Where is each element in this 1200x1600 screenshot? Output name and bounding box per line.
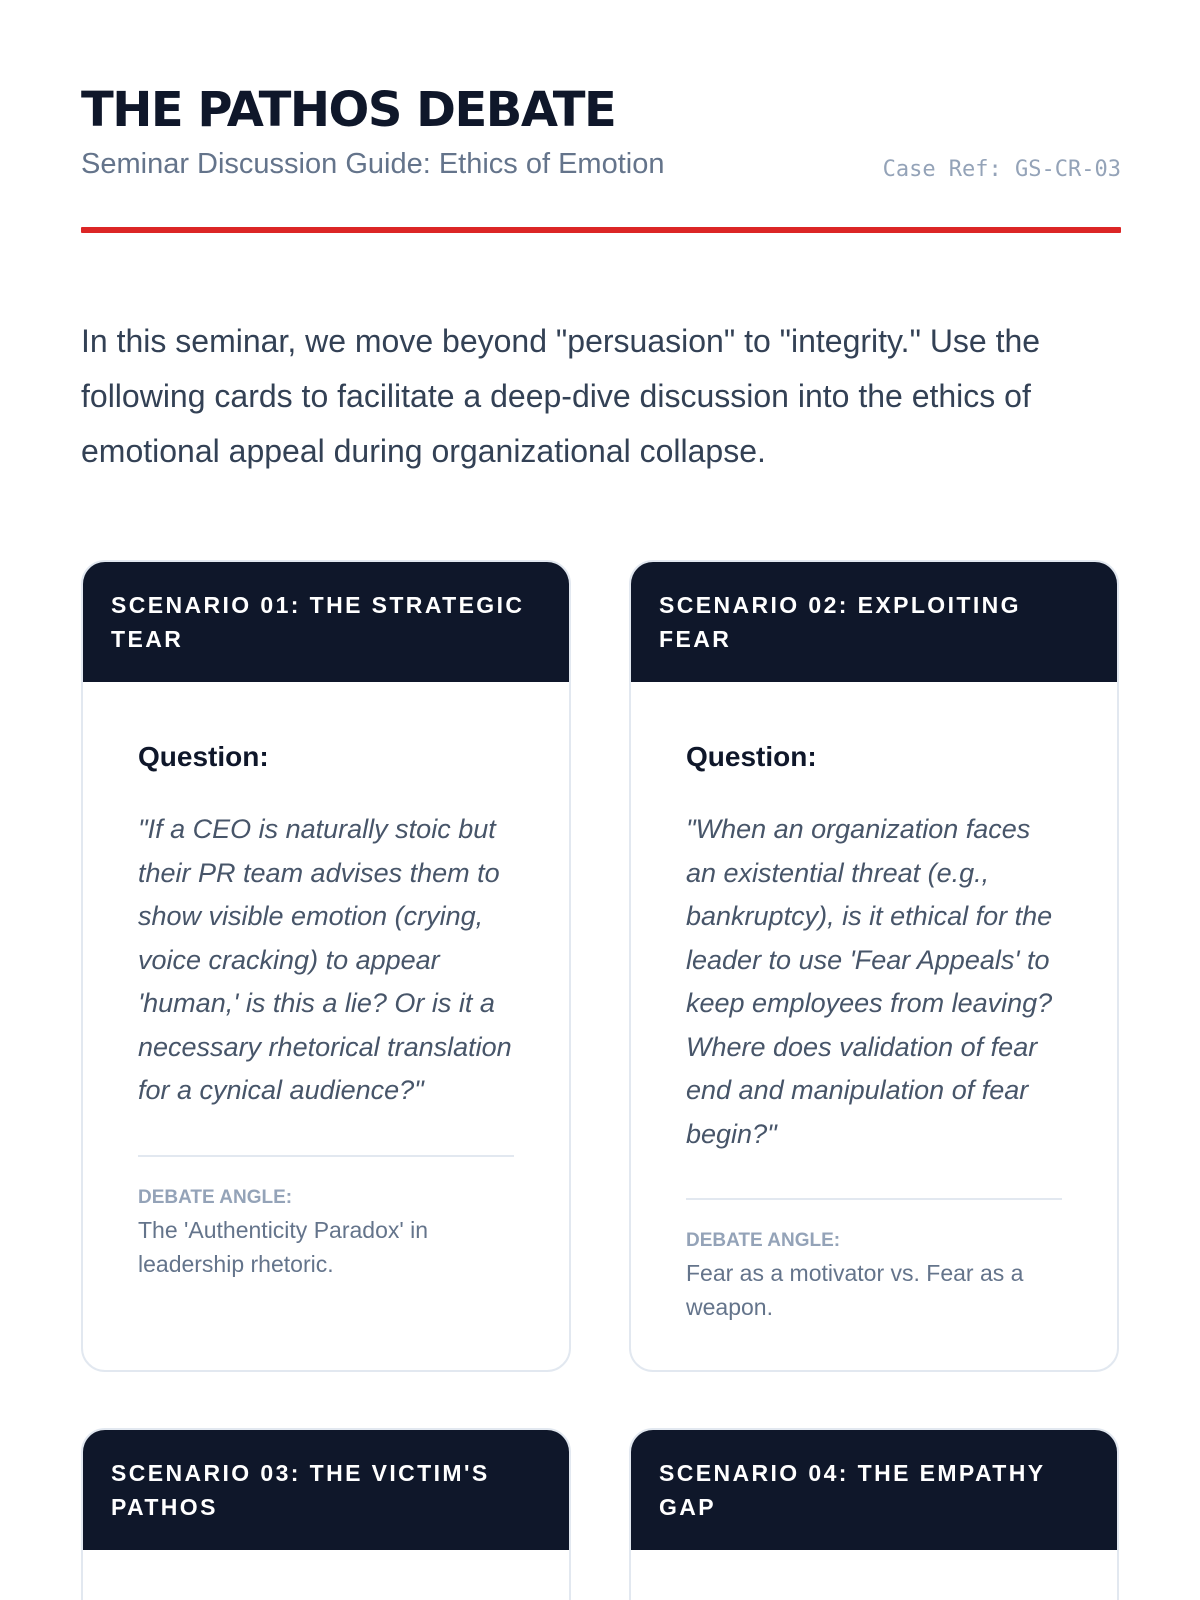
scenario-card-04 <box>629 1428 1119 1600</box>
intro-paragraph: In this seminar, we move beyond "persuasion" to "integrity." Use the following cards to facilitate a deep-dive discussion into the ethics of emotional appeal during organizational collapse. <box>81 323 1041 469</box>
debate-angle-text: Fear as a motivator vs. Fear as a weapon. <box>686 1260 1024 1320</box>
question-text: "When an organization faces an existential threat (e.g., bankruptcy), is it ethical for the leader to use 'Fear Appeals' to keep employees from leaving? Where does validation of fear end and manipulation of fear begin?" <box>686 814 1053 1149</box>
question-label: Question: <box>138 741 269 772</box>
scenario-card-01 <box>81 560 571 1372</box>
case-reference: Case Ref: GS-CR-03 <box>882 157 1121 182</box>
scenario-card-body <box>631 682 1117 1324</box>
scenario-card-body <box>83 682 569 1281</box>
scenario-card-heading: SCENARIO 04: THE EMPATHY GAP <box>631 1430 1117 1550</box>
scenario-card-03 <box>81 1428 571 1600</box>
scenario-card-heading: SCENARIO 02: EXPLOITING FEAR <box>631 562 1117 682</box>
scenario-card-02 <box>629 560 1119 1372</box>
debate-angle-label: DEBATE ANGLE: <box>138 1186 293 1208</box>
scenario-card-heading: SCENARIO 03: THE VICTIM'S PATHOS <box>83 1430 569 1550</box>
page-header <box>81 0 1121 234</box>
debate-angle-label: DEBATE ANGLE: <box>686 1230 841 1251</box>
question-label: Question: <box>686 741 817 772</box>
card-divider <box>138 1155 514 1157</box>
discussion-guide-page <box>81 0 1121 1520</box>
debate-angle-text: The 'Authenticity Paradox' in leadership rhetoric. <box>138 1216 429 1277</box>
header-divider <box>81 227 1121 233</box>
page-title: THE PATHOS DEBATE <box>81 82 616 138</box>
question-text: "If a CEO is naturally stoic but their PR team advises them to show visible emotion (crying, voice cracking) to appear 'human,' is this a lie? Or is it a necessary rhetorical translation for a cynical audience?" <box>138 814 512 1105</box>
card-divider <box>686 1198 1062 1200</box>
page-subtitle: Seminar Discussion Guide: Ethics of Emotion <box>81 148 665 180</box>
scenario-card-heading: SCENARIO 01: THE STRATEGIC TEAR <box>83 562 569 682</box>
